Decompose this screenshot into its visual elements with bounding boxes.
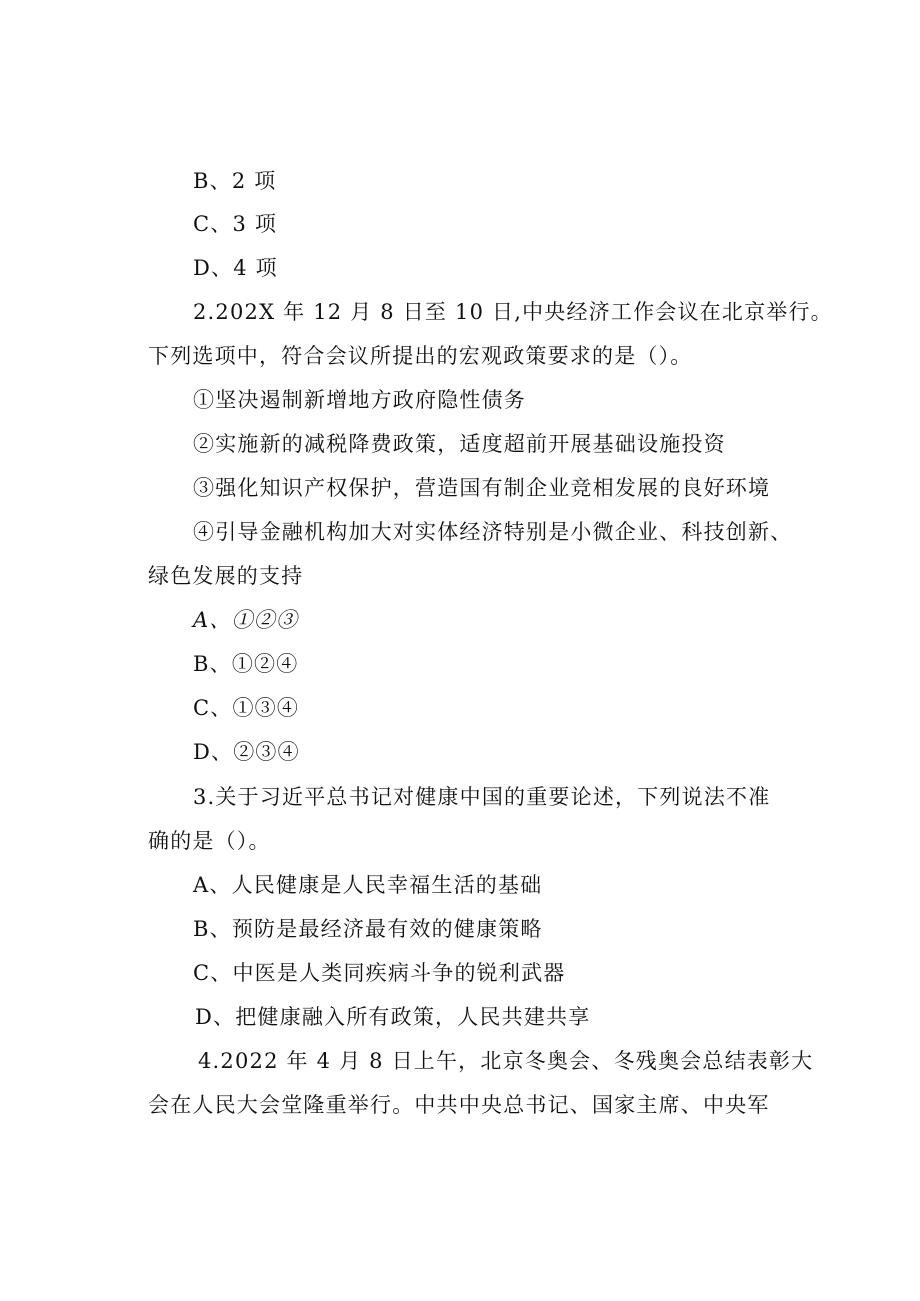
q2-stem-line1: 2.202X 年 12 月 8 日至 10 日,中央经济工作会议在北京举行。	[193, 300, 833, 324]
q3-stem-line2: 确的是（）。	[148, 829, 271, 853]
q2-option-b: B、①②④	[193, 652, 299, 676]
q2-item-4-cont: 绿色发展的支持	[148, 564, 304, 588]
q3-option-d: D、把健康融入所有政策，人民共建共享	[195, 1005, 591, 1029]
q2-item-1: ①坚决遏制新增地方政府隐性债务	[193, 388, 526, 412]
q1-option-b: B、2 项	[193, 169, 277, 193]
q2-item-3: ③强化知识产权保护，营造国有制企业竞相发展的良好环境	[193, 476, 771, 500]
q3-option-a: A、人民健康是人民幸福生活的基础	[193, 873, 543, 897]
q2-item-4: ④引导金融机构加大对实体经济特别是小微企业、科技创新、	[193, 520, 793, 544]
q3-option-c: C、中医是人类同疾病斗争的锐利武器	[193, 961, 566, 985]
q4-stem-line2: 会在人民大会堂隆重举行。中共中央总书记、国家主席、中央军	[148, 1093, 770, 1117]
q1-option-d: D、4 项	[193, 256, 278, 280]
q3-stem-line1: 3.关于习近平总书记对健康中国的重要论述，下列说法不准	[193, 785, 771, 809]
q2-option-a: A、①②③	[193, 608, 299, 632]
q3-option-b: B、预防是最经济最有效的健康策略	[193, 917, 543, 941]
q2-stem-line2: 下列选项中，符合会议所提出的宏观政策要求的是（）。	[148, 344, 693, 368]
q4-stem-line1: 4.2022 年 4 月 8 日上午，北京冬奥会、冬残奥会总结表彰大	[198, 1049, 814, 1073]
q2-option-c: C、①③④	[193, 696, 300, 720]
q2-option-d: D、②③④	[193, 740, 300, 764]
q1-option-c: C、3 项	[193, 212, 278, 236]
q2-item-2: ②实施新的减税降费政策，适度超前开展基础设施投资	[193, 432, 726, 456]
